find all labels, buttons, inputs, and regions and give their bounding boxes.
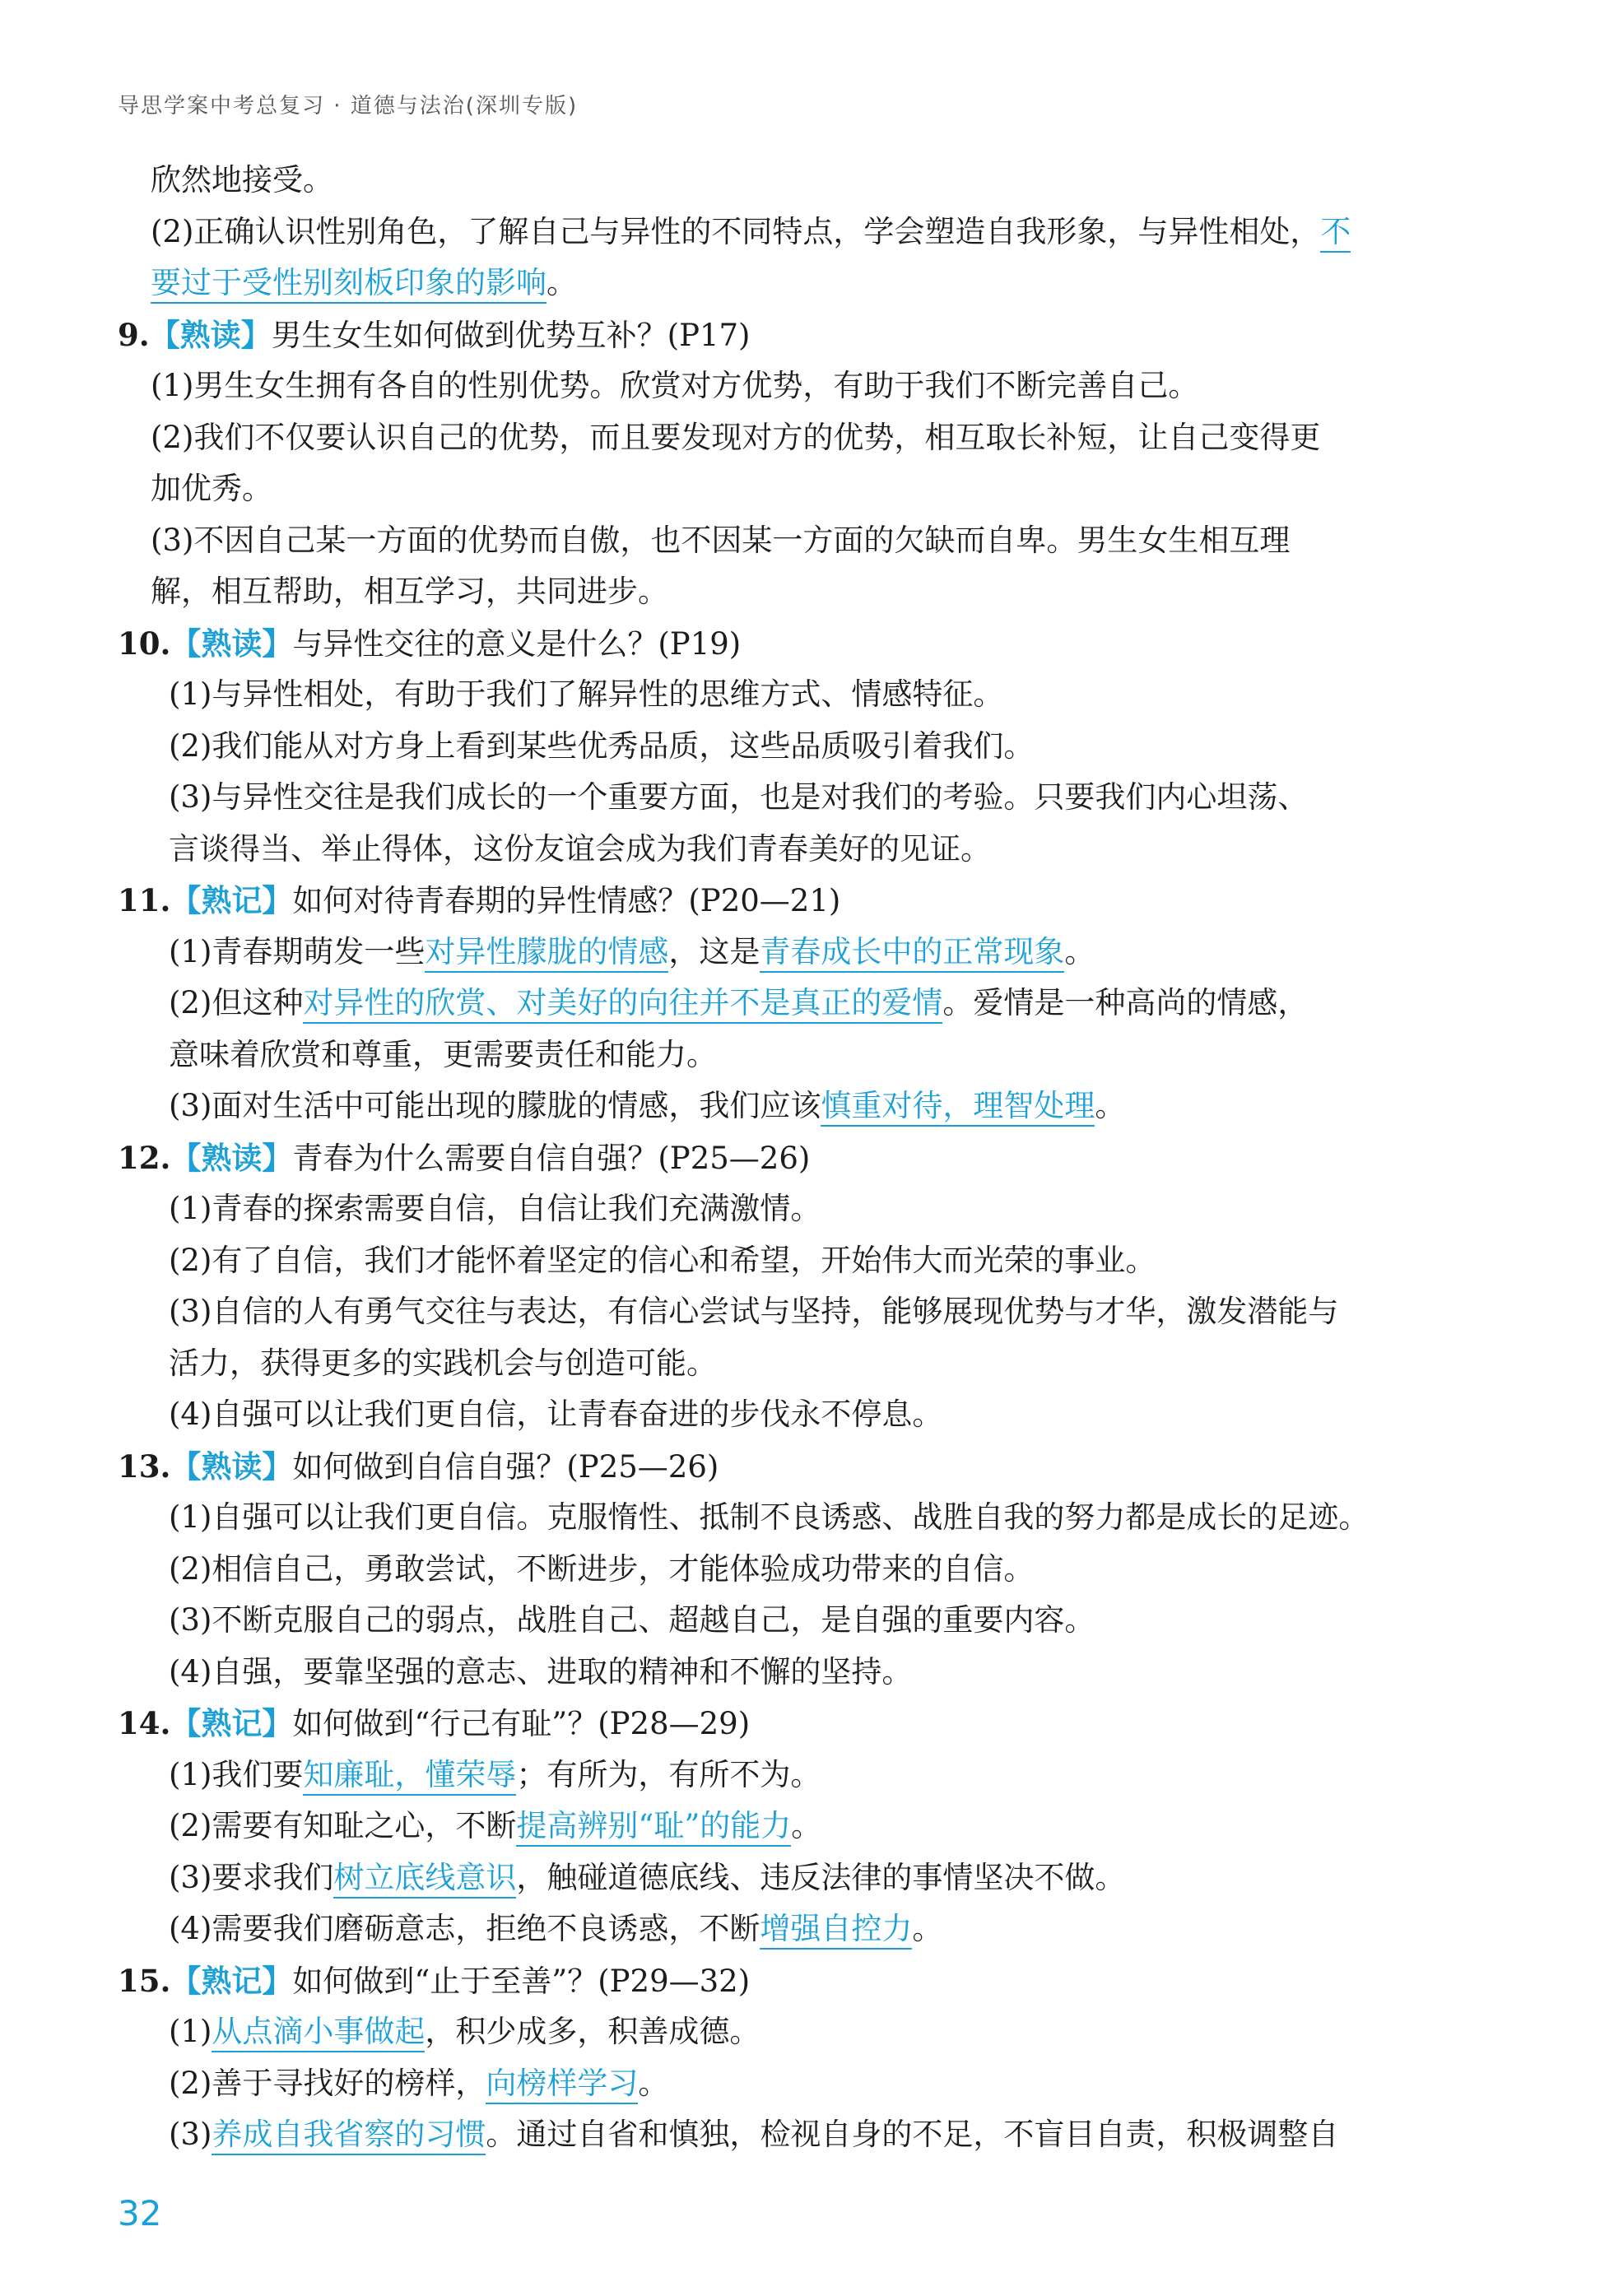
text-line xyxy=(169,1035,717,1075)
text-line xyxy=(151,521,1290,560)
text-segment: 。 xyxy=(1095,1088,1126,1123)
question-number: 10. xyxy=(118,625,171,662)
key-point-highlight: 从点滴小事做起 xyxy=(212,2014,425,2052)
key-point-highlight: 要过于受性别刻板印象的影响 xyxy=(151,265,547,304)
text-segment: 与异性交往的意义是什么？(P19) xyxy=(292,626,742,662)
text-segment: (1)自强可以让我们更自信。克服惰性、抵制不良诱惑、战胜自我的努力都是成长的足迹。 xyxy=(169,1499,1370,1535)
text-line xyxy=(169,1086,1125,1126)
text-segment: (2)但这种 xyxy=(169,985,304,1020)
text-segment: 。通过自省和慎独，检视自身的不足，不盲目自责，积极调整自 xyxy=(486,2117,1339,2152)
text-line xyxy=(169,1344,717,1383)
key-point-highlight: 慎重对待，理智处理 xyxy=(821,1088,1095,1127)
study-tag: 【熟记】 xyxy=(170,883,293,918)
question-number: 11. xyxy=(118,882,171,918)
text-segment: 加优秀。 xyxy=(151,471,272,506)
text-line xyxy=(151,418,1320,458)
text-segment: 欣然地接受。 xyxy=(151,162,333,198)
text-segment: (1)青春期萌发一些 xyxy=(169,934,426,969)
page-number: 32 xyxy=(118,2193,162,2233)
text-segment: (3)不断克服自己的弱点，战胜自己、超越自己，是自强的重要内容。 xyxy=(169,1602,1095,1638)
question-number: 14. xyxy=(118,1705,171,1741)
text-line xyxy=(169,778,1308,817)
text-segment: 。 xyxy=(638,2066,669,2101)
study-tag: 【熟记】 xyxy=(170,1706,293,1741)
key-point-highlight: 知廉耻，懂荣辱 xyxy=(303,1757,516,1796)
text-segment: (3)面对生活中可能出现的朦胧的情感，我们应该 xyxy=(169,1088,821,1123)
text-line xyxy=(151,366,1198,406)
text-segment: 意味着欣赏和尊重，更需要责任和能力。 xyxy=(169,1037,717,1072)
text-segment: ，积少成多，积善成德。 xyxy=(425,2014,760,2049)
study-tag: 【熟读】 xyxy=(170,1141,293,1176)
text-segment: (3)不因自己某一方面的优势而自傲，也不因某一方面的欠缺而自卑。男生女生相互理 xyxy=(151,523,1291,558)
text-segment: (1)我们要 xyxy=(169,1757,304,1792)
question-line xyxy=(118,1138,810,1178)
key-point-highlight: 养成自我省察的习惯 xyxy=(212,2117,486,2155)
text-line xyxy=(169,727,1034,766)
text-segment: ；有所为，有所不为。 xyxy=(516,1757,821,1792)
text-line xyxy=(169,983,1308,1023)
text-segment: 言谈得当、举止得体，这份友谊会成为我们青春美好的见证。 xyxy=(169,831,991,867)
text-segment: (2)正确认识性别角色，了解自己与异性的不同特点，学会塑造自我形象，与异性相处， xyxy=(151,214,1321,249)
key-point-highlight: 增强自控力 xyxy=(760,1911,912,1950)
study-tag: 【熟读】 xyxy=(170,626,293,662)
question-line xyxy=(118,1961,750,2001)
text-segment: (3)要求我们 xyxy=(169,1860,334,1895)
text-line xyxy=(169,1498,1369,1537)
question-line xyxy=(118,1703,750,1744)
text-segment: (1)男生女生拥有各自的性别优势。欣赏对方优势，有助于我们不断完善自己。 xyxy=(151,368,1199,403)
text-segment: (2)善于寻找好的榜样， xyxy=(169,2066,486,2101)
question-line xyxy=(118,881,840,921)
text-segment: 。 xyxy=(547,265,577,300)
text-segment: 解，相互帮助，相互学习，共同进步。 xyxy=(151,574,668,609)
text-line xyxy=(151,263,577,303)
text-segment: (4)需要我们磨砺意志，拒绝不良诱惑，不断 xyxy=(169,1911,760,1946)
text-line xyxy=(151,160,333,200)
text-line xyxy=(169,1806,821,1846)
text-segment: 青春为什么需要自信自强？(P25—26) xyxy=(292,1141,811,1176)
question-number: 12. xyxy=(118,1140,171,1176)
text-segment: 男生女生如何做到优势互补？(P17) xyxy=(271,318,751,353)
text-line xyxy=(169,2064,668,2103)
text-segment: 如何做到“止于至善”？(P29—32) xyxy=(292,1964,751,1999)
text-line xyxy=(169,1241,1156,1280)
text-segment: (4)自强，要靠坚强的意志、进取的精神和不懈的坚持。 xyxy=(169,1654,913,1689)
text-segment: 。 xyxy=(912,1911,943,1946)
text-segment: 。爱情是一种高尚的情感， xyxy=(942,985,1309,1020)
key-point-highlight: 提高辨别“耻”的能力 xyxy=(516,1808,791,1847)
question-line xyxy=(118,624,741,664)
text-line xyxy=(169,2012,760,2052)
text-line xyxy=(169,830,991,869)
text-segment: (3)自信的人有勇气交往与表达，有信心尝试与坚持，能够展现优势与才华，激发潜能与 xyxy=(169,1294,1339,1329)
text-segment: (2)有了自信，我们才能怀着坚定的信心和希望，开始伟大而光荣的事业。 xyxy=(169,1243,1156,1278)
text-segment: (1) xyxy=(169,2014,212,2049)
text-segment: (3)与异性交往是我们成长的一个重要方面，也是对我们的考验。只要我们内心坦荡、 xyxy=(169,779,1309,815)
text-line xyxy=(169,675,1003,714)
text-segment: (2)我们能从对方身上看到某些优秀品质，这些品质吸引着我们。 xyxy=(169,728,1035,764)
text-segment: 。 xyxy=(791,1808,822,1843)
study-tag: 【熟读】 xyxy=(170,1449,293,1485)
text-segment: (4)自强可以让我们更自信，让青春奋进的步伐永不停息。 xyxy=(169,1397,943,1432)
text-line xyxy=(169,1909,942,1949)
text-line xyxy=(169,1395,942,1434)
key-point-highlight: 不 xyxy=(1320,214,1351,253)
study-tag: 【熟记】 xyxy=(170,1964,293,1999)
text-line xyxy=(169,1189,821,1229)
text-segment: ，这是 xyxy=(668,934,760,969)
question-line xyxy=(118,1447,719,1487)
question-number: 15. xyxy=(118,1963,171,1999)
study-tag: 【熟读】 xyxy=(149,318,272,353)
text-segment: (1)青春的探索需要自信，自信让我们充满激情。 xyxy=(169,1191,821,1226)
text-segment: (2)我们不仅要认识自己的优势，而且要发现对方的优势，相互取长补短，让自己变得更 xyxy=(151,420,1321,455)
key-point-highlight: 对异性的欣赏、对美好的向往并不是真正的爱情 xyxy=(303,985,942,1024)
key-point-highlight: 向榜样学习 xyxy=(486,2066,638,2104)
key-point-highlight: 青春成长中的正常现象 xyxy=(760,934,1064,973)
page-header: 导思学案中考总复习 · 道德与法治(深圳专版) xyxy=(118,94,579,119)
text-segment: 。 xyxy=(1064,934,1095,969)
text-line xyxy=(169,1601,1095,1640)
text-line xyxy=(169,932,1095,972)
text-line xyxy=(151,572,668,611)
text-segment: 如何对待青春期的异性情感？(P20—21) xyxy=(292,883,841,918)
text-segment: 活力，获得更多的实践机会与创造可能。 xyxy=(169,1346,717,1381)
key-point-highlight: 对异性朦胧的情感 xyxy=(425,934,668,973)
text-line xyxy=(169,1858,1125,1898)
text-line xyxy=(169,1550,1034,1589)
text-segment: 如何做到自信自强？(P25—26) xyxy=(292,1449,719,1485)
text-line xyxy=(151,212,1351,252)
text-segment: 如何做到“行己有耻”？(P28—29) xyxy=(292,1706,751,1741)
text-line xyxy=(169,1292,1338,1332)
question-line xyxy=(118,315,751,356)
key-point-highlight: 树立底线意识 xyxy=(333,1860,516,1899)
text-line xyxy=(169,2115,1338,2154)
text-segment: ，触碰道德底线、违反法律的事情坚决不做。 xyxy=(516,1860,1126,1895)
text-line xyxy=(151,469,272,509)
question-number: 13. xyxy=(118,1448,171,1485)
text-segment: (2)相信自己，勇敢尝试，不断进步，才能体验成功带来的自信。 xyxy=(169,1551,1035,1587)
question-number: 9. xyxy=(118,317,150,353)
text-segment: (2)需要有知耻之心，不断 xyxy=(169,1808,517,1843)
text-line xyxy=(169,1755,821,1795)
text-line xyxy=(169,1652,912,1692)
text-segment: (3) xyxy=(169,2117,212,2152)
text-segment: (1)与异性相处，有助于我们了解异性的思维方式、情感特征。 xyxy=(169,676,1004,712)
